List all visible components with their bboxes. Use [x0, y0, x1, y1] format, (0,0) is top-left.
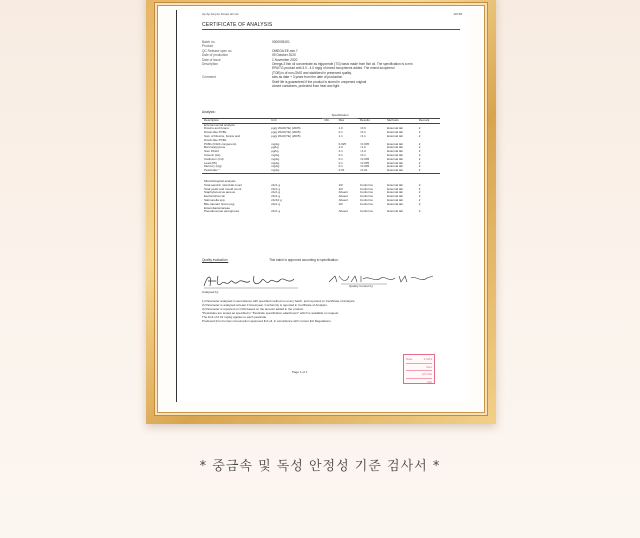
table-cell: 0.025	[338, 141, 347, 146]
meta-value: Omega-3 fish oil concentrate as triglyceride (TG) basis made from fish oil. The specification is a min	[272, 62, 413, 67]
stamp-row	[406, 356, 432, 364]
table-cell: 2	[418, 130, 421, 135]
table-cell: Total aerobic microbial count	[204, 182, 243, 187]
table-cell: <0.1	[359, 152, 366, 157]
table-cell: 1.1	[338, 133, 343, 138]
quality-control-label: Quality Control by	[349, 284, 373, 288]
signature-right	[327, 272, 437, 286]
table-cell: 2.1	[338, 149, 343, 154]
table-cell: External lab	[385, 169, 417, 173]
meta-key: Batch no.	[202, 40, 216, 44]
stamp-key: Date	[406, 357, 413, 361]
column-header: Unit	[269, 118, 322, 123]
table-cell: Staphylococcus aureus	[204, 190, 236, 195]
table-cell: External lab	[387, 164, 403, 169]
meta-key: Comment	[202, 75, 216, 80]
table-cell: 2	[418, 182, 421, 187]
table-cell: 2	[418, 160, 421, 165]
table-cell: 2	[418, 194, 421, 199]
column-header: Description	[202, 118, 269, 123]
table-cell: Salmonella spp.	[204, 197, 226, 202]
table-cell: 2	[418, 197, 421, 202]
table-cell: cfu/1 g	[271, 190, 281, 195]
table-cell: 0.1	[338, 156, 343, 161]
table-cell: cfu/1 g	[271, 209, 281, 214]
table-cell: External lab	[387, 190, 403, 195]
table-cell: Conforms	[359, 182, 373, 187]
meta-row	[202, 84, 462, 88]
table-cell: Bile-tolerant Gram-neg.	[204, 201, 236, 206]
stamp-value: QC Rel	[422, 372, 432, 376]
table-cell: Lead (Pb)	[204, 160, 218, 165]
stamp-row	[406, 379, 432, 386]
table-cell: Conforms	[359, 197, 373, 202]
table-cell: <0.005	[359, 160, 370, 165]
table-cell: <0.005	[359, 141, 370, 146]
table-cell: External lab	[387, 160, 403, 165]
table-cell: External lab	[387, 209, 403, 214]
table-cell: 2	[418, 201, 421, 206]
table-cell: Sum PAH4	[204, 149, 219, 154]
table-cell: <1.0	[359, 149, 366, 154]
table-cell: <0.005	[359, 156, 370, 161]
table-cell: 2	[418, 126, 421, 131]
table-cell: 2	[418, 164, 421, 169]
signature-left	[202, 272, 302, 290]
column-header: Remark	[417, 118, 440, 123]
table-cell: Microbiological analysis	[204, 178, 236, 183]
meta-value: 09 October 2020	[272, 53, 296, 58]
table-cell: External lab	[387, 130, 403, 135]
table-cell: Pesticides *	[202, 169, 269, 173]
table-cell: 2	[418, 133, 421, 138]
microbiological-section	[202, 180, 440, 214]
table-cell: <0.005	[359, 164, 370, 169]
table-cell: Absent	[338, 194, 348, 199]
table-cell: cfu/10 g	[271, 197, 282, 202]
footnote-line: 3) Parameter is reported on COA based on the amount added in the product.	[202, 306, 304, 311]
table-cell: pg/g WHO(TE) (2005)	[271, 133, 301, 138]
table-cell: External lab	[387, 149, 403, 154]
certificate-title: CERTIFICATE OF ANALYSIS	[202, 22, 273, 28]
table-cell: External lab	[387, 194, 403, 199]
table-cell: 2	[418, 152, 421, 157]
table-cell: cfu/1 g	[271, 194, 281, 199]
table-cell: Dioxins and furans	[204, 126, 229, 131]
table-cell: mg/kg	[271, 152, 280, 157]
table-cell: 2	[418, 209, 421, 214]
column-header: Max	[337, 118, 358, 123]
table-cell	[322, 210, 336, 214]
table-cell: 2	[418, 190, 421, 195]
table-cell: 2	[418, 186, 421, 191]
table-cell: Sum of Dioxins, furans and	[204, 133, 241, 138]
table-cell: mg/kg	[271, 156, 280, 161]
analysed-by-label: Analysed by	[202, 290, 219, 294]
header-code: AR-58	[453, 12, 462, 16]
meta-value: sets as date + 3 years from the date of production	[272, 75, 343, 80]
table-cell: Enterobacteriaceae	[204, 205, 231, 210]
meta-value: (TOB) is of non-GMO and stabilized in preserved quality.	[272, 70, 352, 75]
environmental-section	[202, 123, 440, 173]
column-header: Methods	[385, 118, 417, 123]
table-cell: Escherichia coli	[204, 194, 225, 199]
table-cell: cfu/1 g	[271, 201, 281, 206]
meta-key	[202, 84, 272, 88]
column-header: Results	[358, 118, 385, 123]
table-cell: <1.1	[359, 133, 366, 138]
table-cell: Pseudomonas aeruginosa	[204, 209, 239, 214]
table-cell: 2	[418, 149, 421, 154]
table-cell: Absent	[338, 209, 348, 214]
stamp-value: Vers	[425, 364, 432, 369]
title-divider	[202, 29, 460, 30]
table-cell: 2	[418, 156, 421, 161]
table-cell: External lab	[387, 141, 403, 146]
table-cell: Benzo(a)pyrene	[204, 145, 226, 150]
table-cell: µg/kg	[271, 145, 279, 150]
meta-value: 1 November 2020	[272, 57, 298, 62]
footnote-line: 2) Parameter is analysed at least 3 times/year. Conformity is reported in Certificate of Analysis.	[202, 302, 328, 307]
meta-block	[202, 40, 462, 88]
table-cell: cfu/1 g	[271, 182, 281, 187]
footnotes	[202, 300, 442, 323]
table-cell: cfu/1 g	[271, 186, 281, 191]
table-cell: 0.1	[338, 152, 343, 157]
table-cell: Conforms	[359, 201, 373, 206]
caption-text: * 중금속 및 독성 안정성 기준 검사서 *	[199, 459, 441, 474]
table-cell: Arsenic (As)	[204, 152, 221, 157]
table-cell: External lab	[387, 152, 403, 157]
table-cell: <0.01	[358, 169, 385, 173]
table-cell: 2	[418, 145, 421, 150]
table-cell: mg/kg	[269, 169, 322, 173]
page-number: Page 1 of 1	[292, 370, 308, 374]
analysis-label: Analysis:	[202, 110, 216, 114]
table-cell: 0.1	[338, 164, 343, 169]
table-cell: µg/kg	[271, 149, 279, 154]
table-cell: 0.1	[338, 160, 343, 165]
table-cell: 2	[418, 141, 421, 146]
table-cell: mg/kg	[271, 141, 280, 146]
meta-value: OMEGA EE.mm.7	[272, 48, 298, 53]
table-row	[202, 210, 440, 214]
footnote-line: Produced from human consumption approved fish oil, in accordance with current EU Regulations.	[202, 318, 332, 323]
table-cell: 1.0	[338, 126, 343, 131]
meta-key: QC Release spec no.	[202, 48, 233, 53]
table-cell: Cadmium (Cd)	[204, 156, 224, 161]
quality-text: This batch is approved according to specification.	[269, 258, 339, 262]
table-cell: 0.01	[337, 169, 358, 173]
table-cell: 10²	[338, 186, 343, 191]
quality-label: Quality evaluation:	[202, 258, 229, 262]
table-cell: External lab	[387, 156, 403, 161]
approval-stamp	[403, 354, 435, 384]
meta-key: Product	[202, 44, 213, 49]
table-cell: Dioxin-like PCBs	[204, 130, 227, 135]
meta-key: Date of production	[202, 53, 229, 58]
table-cell: <1.0	[359, 145, 366, 150]
quality-evaluation	[202, 258, 339, 262]
gold-picture-frame	[146, 0, 496, 424]
table-cell: <0.1	[359, 130, 366, 135]
footnote-line: The limit of 0.01 mg/kg applies to each pesticide.	[202, 314, 267, 319]
table-cell: External lab	[387, 133, 403, 138]
table-cell: External lab	[387, 145, 403, 150]
table-cell: mg/kg	[271, 160, 280, 165]
table-cell: Dioxin-like PCBs	[204, 137, 227, 142]
stamp-value: Rel	[427, 379, 432, 384]
stamp-value: 2.02/3	[423, 357, 432, 361]
table-cell: External lab	[387, 186, 403, 191]
table-cell: External lab	[387, 126, 403, 131]
table-cell: mg/kg	[271, 164, 280, 169]
meta-value: closed containers, protected from heat and light.	[272, 84, 341, 89]
meta-key: Description	[202, 62, 218, 67]
meta-value: EPA/TG product with 3.0 - 4.0 mg/g of mixed tocopherols added. The mixed tocopherol	[272, 66, 395, 71]
spec-header: Specification	[322, 114, 357, 118]
table-cell: Conforms	[359, 194, 373, 199]
table-cell: External lab	[387, 197, 403, 202]
header-strip: Ap Ap Ampco Fioopt Hri Ho	[202, 12, 239, 16]
footnote-line: 1) Parameter analysed in accordance with specified method on every batch, and reported on Certificate of Analysis.	[202, 299, 356, 303]
table-cell: pg/g WHO(TE) (2005)	[271, 126, 301, 131]
table-cell: 2	[417, 169, 440, 173]
meta-key: Date of issue	[202, 57, 221, 62]
table-cell: External lab	[387, 182, 403, 187]
stamp-row	[406, 364, 432, 372]
meta-value: Shelf life is guaranteed if the product is stored in unopened original	[272, 79, 367, 84]
table-cell: Total yeast and mould count	[204, 186, 242, 191]
table-cell: Conforms	[359, 209, 373, 214]
meta-value: 0000005191	[272, 40, 290, 44]
table-cell: Conforms	[359, 186, 373, 191]
table-cell: Conforms	[359, 190, 373, 195]
analysis-table	[202, 114, 440, 214]
table-cell: 10³	[338, 182, 343, 187]
table-cell: 0.1	[338, 130, 343, 135]
table-cell: 10²	[338, 201, 343, 206]
column-header: Min	[322, 118, 336, 123]
table-cell: PCBs (ICES congeners)	[204, 141, 237, 146]
footnote-line: *Pesticides are tested as specified in "Pesticide specification attachment" which is available on request.	[202, 310, 340, 315]
stamp-row	[406, 371, 432, 379]
frame-mat	[154, 2, 488, 416]
table-cell: Mercury (Hg)	[204, 164, 222, 169]
table-cell: <0.6	[359, 126, 366, 131]
certificate-document	[176, 10, 468, 402]
table-cell: Absent	[338, 197, 348, 202]
table-cell: External lab	[387, 201, 403, 206]
table-cell: pg/g WHO(TE) (2005)	[271, 130, 301, 135]
table-cell: Absent	[338, 190, 348, 195]
table-cell: 2.0	[338, 145, 343, 150]
table-cell: Environmental analysis	[204, 122, 235, 127]
